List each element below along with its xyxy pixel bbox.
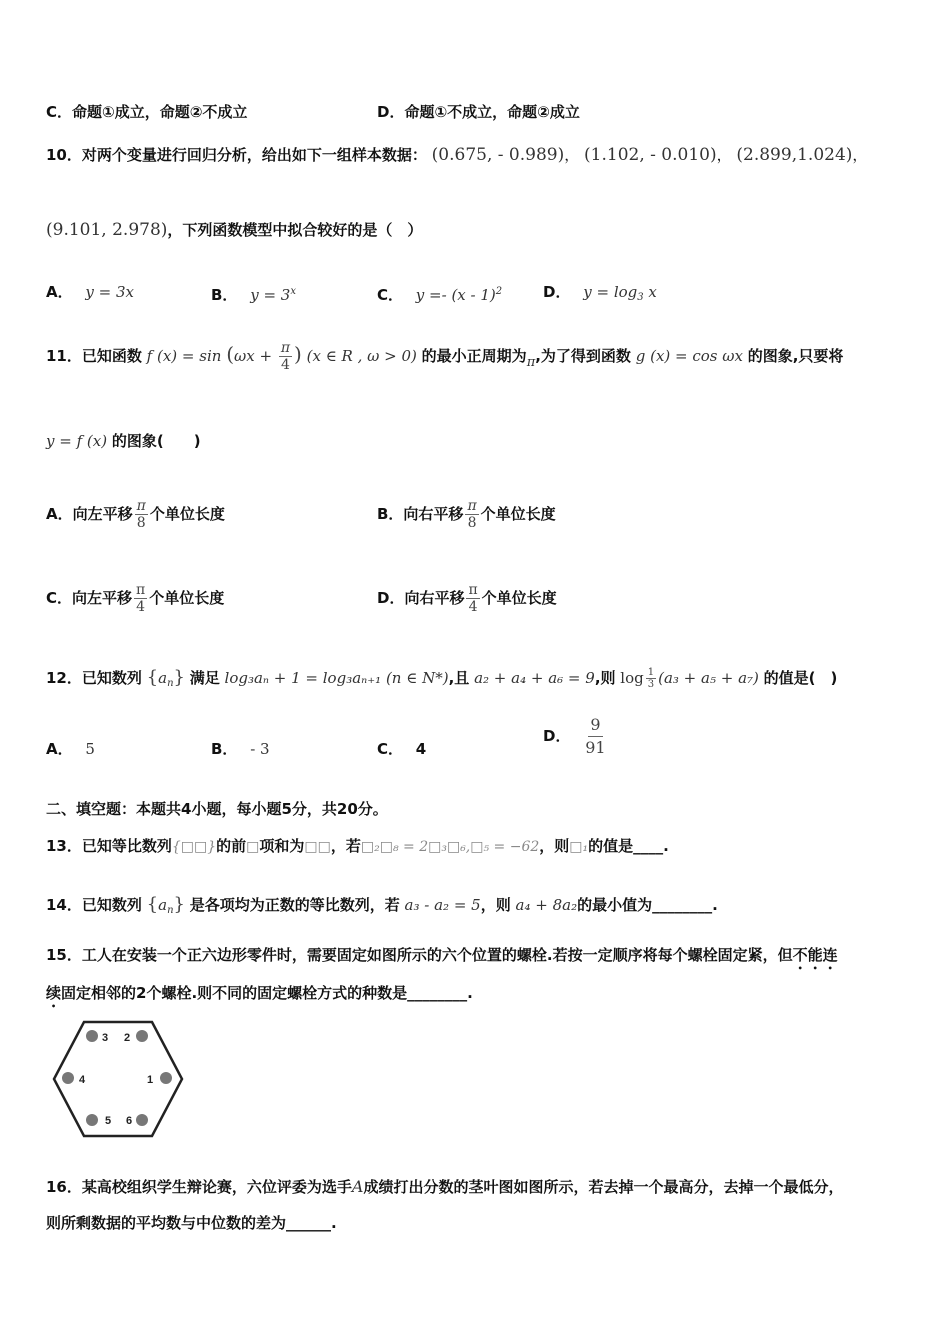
bolt-1 bbox=[160, 1072, 172, 1084]
q11-stem bbox=[46, 337, 843, 380]
brace: } bbox=[173, 667, 185, 688]
fraction bbox=[585, 714, 605, 759]
option-letter: D． bbox=[543, 727, 571, 745]
q12-seq: a bbox=[158, 669, 168, 687]
q11-option-d bbox=[377, 580, 557, 616]
q12-stem bbox=[46, 660, 837, 702]
q13-b: 的前 bbox=[216, 837, 247, 855]
hexagon-bolt-figure bbox=[50, 1018, 186, 1140]
option-letter: C． bbox=[377, 740, 404, 758]
q11-option-b bbox=[377, 496, 556, 532]
fraction bbox=[466, 582, 479, 615]
q12-a-val: 5 bbox=[85, 740, 95, 758]
q10-stem bbox=[46, 145, 867, 165]
option-text: 个单位长度 bbox=[481, 589, 557, 607]
q14-d: 的最小值为________. bbox=[577, 896, 718, 914]
q10-option-a bbox=[46, 282, 134, 302]
q10-b-expr: y = 3 bbox=[250, 286, 291, 304]
fraction bbox=[134, 582, 147, 615]
q12-cond-n: (n ∈ N*) bbox=[385, 669, 449, 687]
option-text: A．向左平移 bbox=[46, 505, 133, 523]
q10-a-expr: y = 3x bbox=[85, 283, 134, 301]
bolt-label-2: 2 bbox=[124, 1032, 131, 1044]
fraction bbox=[135, 498, 148, 531]
q12-log: log bbox=[620, 669, 644, 687]
frac-num: π bbox=[136, 498, 146, 514]
q14-a: 14．已知数列 bbox=[46, 896, 142, 914]
q11-stem-a: 11．已知函数 bbox=[46, 347, 142, 365]
q12-cond-expr: log₃aₙ + 1 = log₃aₙ₊₁ bbox=[224, 669, 382, 687]
q10-sep: ， bbox=[852, 146, 868, 164]
q11-stem-e: 的图象( ) bbox=[111, 432, 201, 450]
q9-option-d: D．命题①不成立，命题②成立 bbox=[377, 103, 580, 121]
frac-den: 8 bbox=[136, 515, 146, 531]
q10-sep: ， bbox=[716, 146, 732, 164]
option-text: 个单位长度 bbox=[149, 505, 225, 523]
q12-stem-a: 12．已知数列 bbox=[46, 669, 142, 687]
q10-sep: ， bbox=[564, 146, 580, 164]
q11-option-a bbox=[46, 496, 225, 532]
q13-glyph-4: □₂□₈ = 2□₃□₆,□₅ = −62 bbox=[360, 839, 540, 855]
q10-d-tail: x bbox=[643, 283, 657, 301]
q12-stem-e: 的值是( ) bbox=[763, 669, 838, 687]
section-2-header: 二、填空题：本题共4小题，每小题5分，共20分。 bbox=[46, 800, 388, 818]
q15-line1 bbox=[46, 945, 838, 973]
q11-option-c bbox=[46, 580, 224, 616]
q10-c-expr: y =- (x - 1) bbox=[415, 286, 496, 304]
q11-y-expr: y = f (x) bbox=[46, 432, 108, 450]
option-text: D．向右平移 bbox=[377, 589, 465, 607]
q14-seq-sub: n bbox=[167, 905, 174, 916]
q14-seq: a bbox=[158, 896, 168, 914]
option-text: C．向左平移 bbox=[46, 589, 133, 607]
q16-player: A bbox=[351, 1177, 364, 1196]
frac-den: 8 bbox=[467, 515, 477, 531]
option-text: 个单位长度 bbox=[149, 589, 225, 607]
q12-option-c bbox=[377, 739, 426, 759]
paren: ) bbox=[294, 342, 302, 366]
option-letter: D． bbox=[543, 283, 571, 301]
paren: ( bbox=[226, 342, 234, 366]
q16-line1 bbox=[46, 1177, 843, 1197]
option-letter: B． bbox=[211, 740, 238, 758]
q12-stem-c: ,且 bbox=[448, 669, 470, 687]
option-letter: A． bbox=[46, 283, 73, 301]
bolt-2 bbox=[136, 1030, 148, 1042]
q13-d: ，若 bbox=[330, 837, 361, 855]
option-text: 个单位长度 bbox=[480, 505, 556, 523]
q11-stem-b: 的最小正周期为 bbox=[421, 347, 527, 365]
q10-d-expr: y = log bbox=[583, 283, 638, 301]
frac-den: 4 bbox=[468, 599, 478, 615]
q13-f: 的值是____. bbox=[588, 837, 669, 855]
bolt-label-6: 6 bbox=[126, 1115, 133, 1127]
frac-den: 4 bbox=[136, 599, 146, 615]
q10-c-sup: 2 bbox=[495, 286, 503, 297]
q10-point-2: (1.102, - 0.010) bbox=[584, 145, 717, 165]
fraction bbox=[646, 667, 656, 690]
bolt-3 bbox=[86, 1030, 98, 1042]
frac-num: π bbox=[467, 498, 477, 514]
q10-option-b bbox=[211, 282, 296, 305]
option-letter: B． bbox=[211, 286, 238, 304]
q10-point-1: (0.675, - 0.989) bbox=[431, 145, 565, 165]
q11-stem-line2 bbox=[46, 431, 201, 451]
bolt-4 bbox=[62, 1072, 74, 1084]
q14-cond: a₃ - a₂ = 5 bbox=[404, 896, 481, 914]
q12-b-val: - 3 bbox=[250, 740, 270, 758]
q12-log-arg: (a₃ + a₅ + a₇) bbox=[658, 669, 759, 687]
q11-g-expr: g (x) = cos ωx bbox=[635, 347, 743, 365]
q11-condition: (x ∈ R , ω > 0) bbox=[306, 347, 417, 365]
bolt-6 bbox=[136, 1114, 148, 1126]
q13-c: 项和为 bbox=[259, 837, 305, 855]
q14-b: 是各项均为正数的等比数列，若 bbox=[189, 896, 400, 914]
q11-f-inner: ωx + bbox=[234, 347, 273, 365]
q15-line2-a: 续 bbox=[46, 984, 62, 1002]
q10-stem2: ，下列函数模型中拟合较好的是（ ） bbox=[167, 221, 423, 239]
brace: { bbox=[146, 894, 159, 915]
q13-glyph-2: □ bbox=[246, 839, 260, 855]
q10-option-d bbox=[543, 282, 657, 308]
q16-line2: 则所剩数据的平均数与中位数的差为______. bbox=[46, 1214, 337, 1232]
bolt-label-3: 3 bbox=[102, 1032, 109, 1044]
q15-line2 bbox=[46, 983, 473, 1011]
q14-stem bbox=[46, 895, 718, 921]
q10-point-4: (9.101, 2.978) bbox=[46, 220, 168, 240]
q16-line1-b: 成绩打出分数的茎叶图如图所示，若去掉一个最高分，去掉一个最低分， bbox=[363, 1178, 844, 1196]
brace: } bbox=[173, 894, 185, 915]
q12-sum-expr: a₂ + a₄ + a₆ = 9 bbox=[474, 669, 595, 687]
bolt-5 bbox=[86, 1114, 98, 1126]
q10-stem-line2 bbox=[46, 220, 422, 240]
fraction bbox=[465, 498, 478, 531]
q9-option-c: C．命题①成立，命题②不成立 bbox=[46, 103, 248, 121]
q12-option-d bbox=[543, 714, 608, 759]
brace: { bbox=[146, 667, 159, 688]
q15-line1-b: 不能连 bbox=[792, 946, 838, 964]
q13-stem bbox=[46, 836, 669, 857]
q14-expr: a₄ + 8a₂ bbox=[515, 896, 578, 914]
fraction bbox=[279, 340, 292, 373]
q13-a: 13．已知等比数列 bbox=[46, 837, 172, 855]
option-text: B．向右平移 bbox=[377, 505, 464, 523]
frac-num: π bbox=[280, 340, 291, 356]
q13-glyph-3: □□ bbox=[304, 839, 331, 855]
q12-option-a bbox=[46, 739, 95, 759]
frac-den: 4 bbox=[280, 357, 290, 373]
frac-den: 91 bbox=[585, 738, 606, 757]
q10-b-sup: x bbox=[290, 286, 296, 297]
bolt-label-4: 4 bbox=[79, 1074, 86, 1086]
q13-glyph-1: {□□} bbox=[171, 839, 217, 855]
frac-num: 9 bbox=[588, 714, 602, 737]
q10-point-3: (2.899,1.024) bbox=[736, 145, 853, 165]
q10-stem-text: 10．对两个变量进行回归分析，给出如下一组样本数据： bbox=[46, 146, 427, 164]
q12-option-b bbox=[211, 739, 270, 759]
frac-num: 1 bbox=[647, 667, 655, 678]
option-letter: A． bbox=[46, 740, 73, 758]
frac-num: π bbox=[136, 582, 146, 598]
q12-c-val: 4 bbox=[415, 740, 427, 758]
q14-c: ，则 bbox=[480, 896, 511, 914]
q12-stem-d: ,则 bbox=[594, 669, 616, 687]
frac-num: π bbox=[468, 582, 478, 598]
frac-den: 3 bbox=[647, 679, 655, 690]
q13-e: ，则 bbox=[539, 837, 570, 855]
q12-stem-b: 满足 bbox=[189, 669, 220, 687]
q13-glyph-5: □₁ bbox=[569, 839, 589, 855]
bolt-label-1: 1 bbox=[147, 1074, 154, 1086]
q11-period: π bbox=[526, 355, 536, 370]
q10-d-sub: 3 bbox=[637, 292, 644, 303]
bolt-label-5: 5 bbox=[105, 1115, 112, 1127]
q15-line2-b: 固定相邻的2个螺栓.则不同的固定螺栓方式的种数是________. bbox=[61, 984, 473, 1002]
q10-option-c bbox=[377, 282, 502, 305]
q12-seq-sub: n bbox=[167, 678, 174, 689]
q11-stem-d: 的图象,只要将 bbox=[747, 347, 844, 365]
option-letter: C． bbox=[377, 286, 404, 304]
q16-line1-a: 16．某高校组织学生辩论赛，六位评委为选手 bbox=[46, 1178, 352, 1196]
q11-f-expr: f (x) = sin bbox=[146, 347, 222, 365]
q11-stem-c: ,为了得到函数 bbox=[535, 347, 631, 365]
q15-line1-a: 15．工人在安装一个正六边形零件时，需要固定如图所示的六个位置的螺栓.若按一定顺序将每个螺栓固定紧，但 bbox=[46, 946, 793, 964]
